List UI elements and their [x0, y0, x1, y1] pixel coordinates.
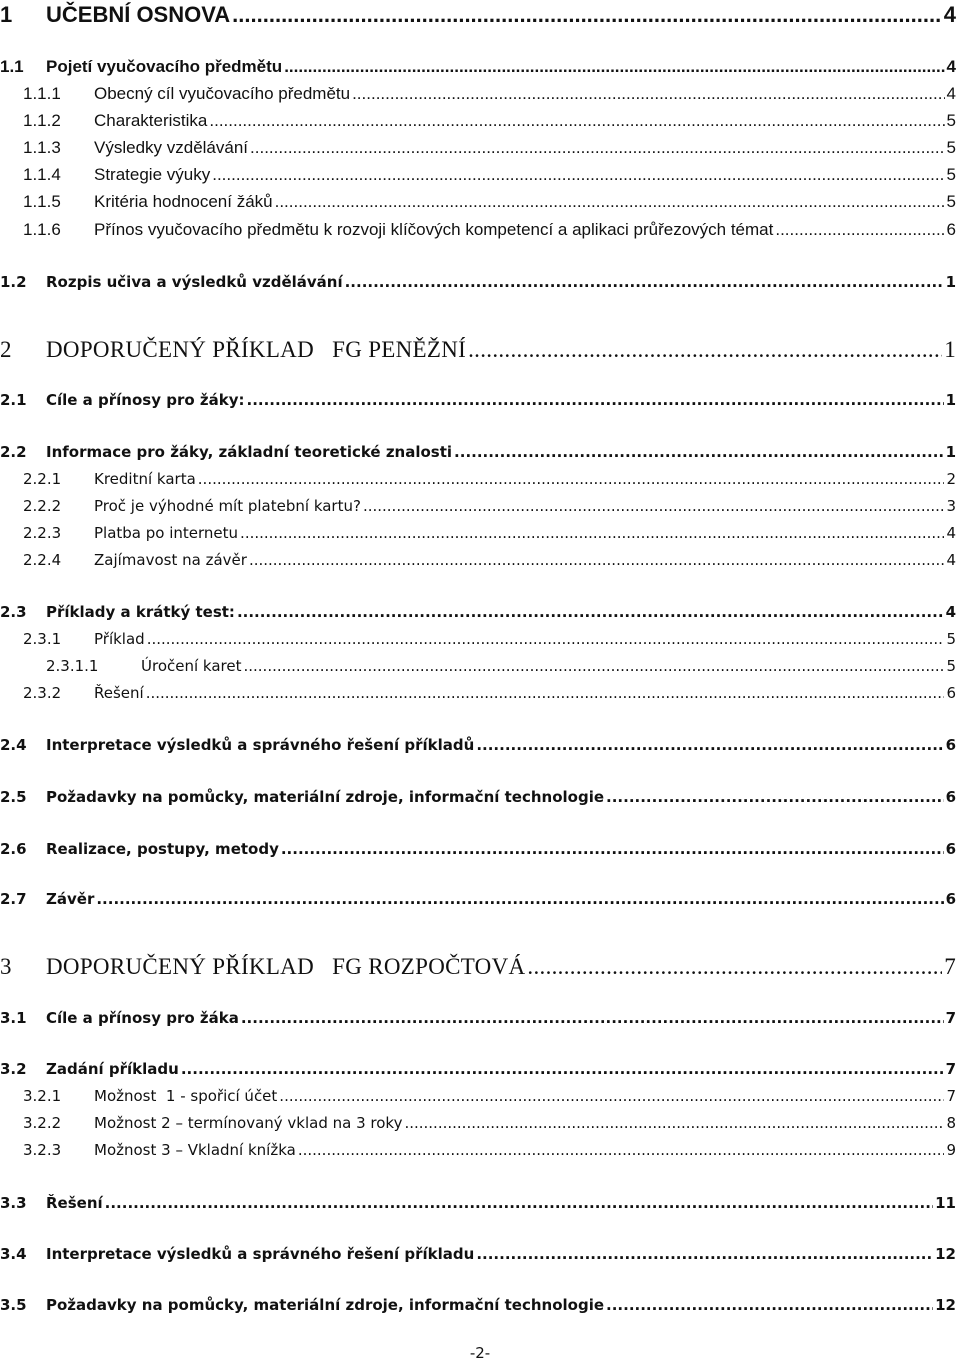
toc-page: 4 — [946, 84, 956, 103]
toc-title: Možnost 2 – termínovaný vklad na 3 roky — [94, 1114, 403, 1132]
toc-entry[interactable] — [0, 138, 960, 164]
toc-entry[interactable] — [0, 1009, 960, 1035]
toc-title: Příklad — [94, 630, 145, 648]
toc-title: Možnost 3 – Vkladní knížka — [94, 1141, 296, 1159]
toc-title: Rozpis učiva a výsledků vzdělávání — [46, 273, 343, 291]
toc-number: 1.2 — [0, 273, 27, 291]
toc-page: 7 — [945, 1009, 956, 1027]
toc-entry[interactable] — [0, 890, 960, 916]
toc-entry[interactable] — [0, 84, 960, 110]
toc-entry[interactable] — [0, 630, 960, 656]
toc-page: 5 — [946, 111, 956, 130]
toc-page: 4 — [946, 551, 956, 569]
dot-leader — [284, 57, 944, 77]
toc-entry[interactable] — [0, 1141, 960, 1167]
toc-title: UČEBNÍ OSNOVA — [46, 2, 231, 27]
toc-page: 6 — [946, 684, 956, 702]
toc-page: 1 — [944, 337, 956, 362]
toc-page: 1 — [945, 443, 956, 461]
toc-number: 2.2.3 — [23, 524, 62, 542]
toc-number: 1.1.6 — [23, 220, 61, 239]
toc-page: 5 — [946, 192, 956, 211]
toc-number: 3.5 — [0, 1296, 27, 1314]
dot-leader — [527, 954, 942, 980]
toc-number: 3.2.3 — [23, 1141, 62, 1159]
toc-number: 3.1 — [0, 1009, 27, 1027]
toc-entry[interactable] — [0, 273, 960, 299]
toc-entry[interactable] — [0, 443, 960, 469]
toc-page: 6 — [945, 788, 956, 806]
dot-leader — [454, 443, 944, 461]
dot-leader — [212, 165, 944, 185]
toc-page: 8 — [946, 1114, 956, 1132]
dot-leader — [146, 684, 945, 702]
toc-number: 2.3.1.1 — [46, 657, 99, 675]
toc-entry[interactable] — [0, 657, 960, 683]
toc-number: 1.1.3 — [23, 138, 61, 157]
toc-title: Cíle a přínosy pro žáka — [46, 1009, 239, 1027]
dot-leader — [298, 1141, 945, 1159]
toc-page: 7 — [946, 1087, 956, 1105]
toc-title: Zajímavost na závěr — [94, 551, 247, 569]
dot-leader — [352, 84, 944, 104]
toc-entry[interactable] — [0, 1114, 960, 1140]
toc-entry[interactable] — [0, 2, 960, 32]
toc-title: Kritéria hodnocení žáků — [94, 192, 273, 211]
toc-number: 1.1.5 — [23, 192, 61, 211]
toc-entry[interactable] — [0, 111, 960, 137]
dot-leader — [404, 1114, 944, 1132]
toc-title: Interpretace výsledků a správného řešení příkladu — [46, 1245, 475, 1263]
dot-leader — [775, 220, 944, 240]
toc-page: 3 — [946, 497, 956, 515]
toc-page: 1 — [945, 273, 956, 291]
toc-page: 1 — [945, 391, 956, 409]
toc-title: Přínos vyučovacího předmětu k rozvoji klíčových kompetencí a aplikaci průřezových témat — [94, 220, 774, 239]
toc-number: 2.2 — [0, 443, 27, 461]
toc-entry[interactable] — [0, 57, 960, 83]
toc-number: 1.1.2 — [23, 111, 61, 130]
toc-title: Požadavky na pomůcky, materiální zdroje, informační technologie — [46, 1296, 605, 1314]
toc-entry[interactable] — [0, 788, 960, 814]
dot-leader — [105, 1194, 933, 1212]
toc-title: Cíle a přínosy pro žáky: — [46, 391, 245, 409]
toc-page: 6 — [946, 220, 956, 239]
toc-title: Řešení — [94, 684, 144, 702]
toc-number: 2.7 — [0, 890, 27, 908]
toc-entry[interactable] — [0, 840, 960, 866]
dot-leader — [237, 603, 944, 621]
toc-entry[interactable] — [0, 736, 960, 762]
toc-entry[interactable] — [0, 470, 960, 496]
toc-number: 2.1 — [0, 391, 27, 409]
toc-title: DOPORUČENÝ PŘÍKLAD FG ROZPOČTOVÁ — [46, 954, 526, 979]
dot-leader — [250, 138, 945, 158]
toc-page: 12 — [935, 1296, 956, 1314]
toc-number: 3.3 — [0, 1194, 27, 1212]
dot-leader — [96, 890, 943, 908]
toc-entry[interactable] — [0, 497, 960, 523]
toc-page: 9 — [946, 1141, 956, 1159]
toc-page: 7 — [945, 1060, 956, 1078]
toc-entry[interactable] — [0, 165, 960, 191]
toc-title: DOPORUČENÝ PŘÍKLAD FG PENĚŽNÍ — [46, 337, 467, 362]
toc-entry[interactable] — [0, 220, 960, 246]
toc-entry[interactable] — [0, 684, 960, 710]
toc-number: 3.4 — [0, 1245, 27, 1263]
toc-page: 5 — [946, 657, 956, 675]
toc-entry[interactable] — [0, 1060, 960, 1086]
toc-number: 1.1.4 — [23, 165, 61, 184]
toc-page: 4 — [945, 603, 956, 621]
toc-number: 2.5 — [0, 788, 27, 806]
toc-number: 2.4 — [0, 736, 27, 754]
dot-leader — [281, 840, 944, 858]
toc-entry[interactable] — [0, 192, 960, 218]
toc-title: Řešení — [46, 1194, 103, 1212]
dot-leader — [468, 337, 942, 363]
toc-page: 4 — [946, 524, 956, 542]
toc-page: 6 — [945, 840, 956, 858]
toc-page: 4 — [946, 57, 956, 76]
toc-title: Možnost 1 - spořicí účet — [94, 1087, 278, 1105]
toc-page: 4 — [943, 2, 956, 27]
toc-title: Proč je výhodné mít platební kartu? — [94, 497, 361, 515]
dot-leader — [241, 1009, 944, 1027]
page-number: -2- — [469, 1344, 491, 1362]
toc-number: 1.1.1 — [23, 84, 61, 103]
toc-page: 5 — [946, 630, 956, 648]
toc-number: 1.1 — [0, 57, 24, 76]
toc-title: Příklady a krátký test: — [46, 603, 235, 621]
toc-title: Požadavky na pomůcky, materiální zdroje, informační technologie — [46, 788, 605, 806]
dot-leader — [232, 2, 942, 28]
toc-page: 7 — [944, 954, 956, 979]
toc-page: 6 — [945, 736, 956, 754]
toc-page: 6 — [945, 890, 956, 908]
toc-number: 2.2.2 — [23, 497, 62, 515]
toc-entry[interactable] — [0, 524, 960, 550]
toc-title: Strategie výuky — [94, 165, 211, 184]
dot-leader — [198, 470, 945, 488]
toc-title: Realizace, postupy, metody — [46, 840, 279, 858]
toc-entry[interactable] — [0, 603, 960, 629]
toc-title: Informace pro žáky, základní teoretické znalosti — [46, 443, 453, 461]
dot-leader — [279, 1087, 944, 1105]
toc-entry[interactable] — [0, 954, 960, 984]
dot-leader — [240, 524, 944, 542]
toc-number: 3.2.1 — [23, 1087, 62, 1105]
toc-title: Interpretace výsledků a správného řešení příkladů — [46, 736, 475, 754]
dot-leader — [243, 657, 944, 675]
dot-leader — [363, 497, 945, 515]
dot-leader — [476, 736, 943, 754]
toc-page: 12 — [935, 1245, 956, 1263]
toc-title: Obecný cíl vyučovacího předmětu — [94, 84, 351, 103]
dot-leader — [606, 788, 944, 806]
dot-leader — [606, 1296, 933, 1314]
toc-page: 5 — [946, 165, 956, 184]
toc-number: 2.2.4 — [23, 551, 62, 569]
toc-entry[interactable] — [0, 1194, 960, 1220]
toc-title: Charakteristika — [94, 111, 208, 130]
toc-title: Pojetí vyučovacího předmětu — [46, 57, 283, 76]
dot-leader — [249, 551, 945, 569]
toc-page: 11 — [935, 1194, 956, 1212]
toc-title: Kreditní karta — [94, 470, 196, 488]
toc-entry[interactable] — [0, 1087, 960, 1113]
toc-title: Platba po internetu — [94, 524, 239, 542]
toc-number: 2.3.2 — [23, 684, 62, 702]
toc-page: 2 — [946, 470, 956, 488]
toc-title: Závěr — [46, 890, 95, 908]
toc-entry[interactable] — [0, 337, 960, 367]
dot-leader — [147, 630, 945, 648]
dot-leader — [209, 111, 944, 131]
toc-number: 3.2 — [0, 1060, 27, 1078]
toc-number: 2.3 — [0, 603, 27, 621]
toc-title: Výsledky vzdělávání — [94, 138, 249, 157]
toc-number: 1 — [0, 2, 13, 27]
dot-leader — [181, 1060, 944, 1078]
toc-number: 2.3.1 — [23, 630, 62, 648]
toc-title: Zadání příkladu — [46, 1060, 179, 1078]
toc-entry[interactable] — [0, 551, 960, 577]
toc-page: 5 — [946, 138, 956, 157]
toc-title: Úročení karet — [141, 657, 242, 675]
toc-entry[interactable] — [0, 1296, 960, 1322]
dot-leader — [247, 391, 944, 409]
toc-number: 3 — [0, 954, 12, 979]
toc-entry[interactable] — [0, 391, 960, 417]
toc-number: 3.2.2 — [23, 1114, 62, 1132]
toc-number: 2.6 — [0, 840, 27, 858]
dot-leader — [476, 1245, 933, 1263]
toc-number: 2.2.1 — [23, 470, 62, 488]
toc-number: 2 — [0, 337, 12, 362]
dot-leader — [345, 273, 944, 291]
toc-entry[interactable] — [0, 1245, 960, 1271]
dot-leader — [275, 192, 945, 212]
